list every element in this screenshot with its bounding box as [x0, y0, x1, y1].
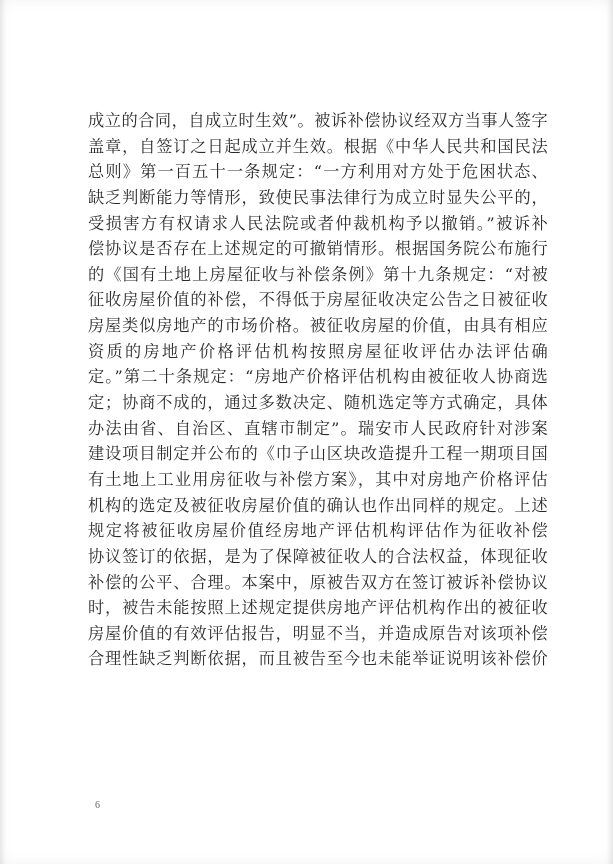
text-line: 资质的房地产价格评估机构按照房屋征收评估办法评估确: [88, 341, 548, 361]
text-line: 协议签订的依据，是为了保障被征收人的合法权益，体现征收: [88, 546, 548, 566]
scan-edge-left: [0, 0, 6, 864]
text-line: 有土地上工业用房征收与补偿方案》，其中对房地产价格评估: [88, 469, 548, 489]
body-text: [88, 108, 548, 672]
text-line: 总则》第一百五十一条规定：“一方利用对方处于危困状态、: [88, 162, 548, 182]
text-line: 受损害方有权请求人民法院或者仲裁机构予以撤销。”被诉补: [88, 213, 548, 233]
text-line: 补偿的公平、合理。本案中，原被告双方在签订被诉补偿协议: [88, 572, 548, 592]
text-line: 定。”第二十条规定：“房地产价格评估机构由被征收人协商选: [88, 367, 548, 387]
text-line: 合理性缺乏判断依据，而且被告至今也未能举证说明该补偿价: [88, 649, 548, 669]
text-line: 房屋价值的有效评估报告，明显不当，并造成原告对该项补偿: [88, 623, 548, 643]
text-line: 规定将被征收房屋价值经房地产评估机构评估作为征收补偿: [88, 521, 548, 541]
text-line: 机构的选定及被征收房屋价值的确认也作出同样的规定。上述: [88, 495, 548, 515]
text-line: 盖章，自签订之日起成立并生效。根据《中华人民共和国民法: [88, 136, 548, 156]
text-line: 定；协商不成的，通过多数决定、随机选定等方式确定，具体: [88, 393, 548, 413]
text-line: 偿协议是否存在上述规定的可撤销情形。根据国务院公布施行: [88, 239, 548, 259]
scan-edge-right: [607, 0, 613, 864]
text-line: 办法由省、自治区、直辖市制定”。瑞安市人民政府针对涉案: [88, 418, 548, 438]
text-line: 时，被告未能按照上述规定提供房地产评估机构作出的被征收: [88, 598, 548, 618]
text-line: 缺乏判断能力等情形，致使民事法律行为成立时显失公平的，: [88, 187, 548, 207]
text-line: 的《国有土地上房屋征收与补偿条例》第十九条规定：“对被: [88, 264, 548, 284]
text-line: 建设项目制定并公布的《巾子山区块改造提升工程一期项目国: [88, 444, 548, 464]
page-number: 6: [95, 800, 100, 811]
text-line: 征收房屋价值的补偿，不得低于房屋征收决定公告之日被征收: [88, 290, 548, 310]
text-line: 成立的合同，自成立时生效”。被诉补偿协议经双方当事人签字: [88, 111, 548, 130]
text-line: 房屋类似房地产的市场价格。被征收房屋的价值，由具有相应: [88, 316, 548, 336]
